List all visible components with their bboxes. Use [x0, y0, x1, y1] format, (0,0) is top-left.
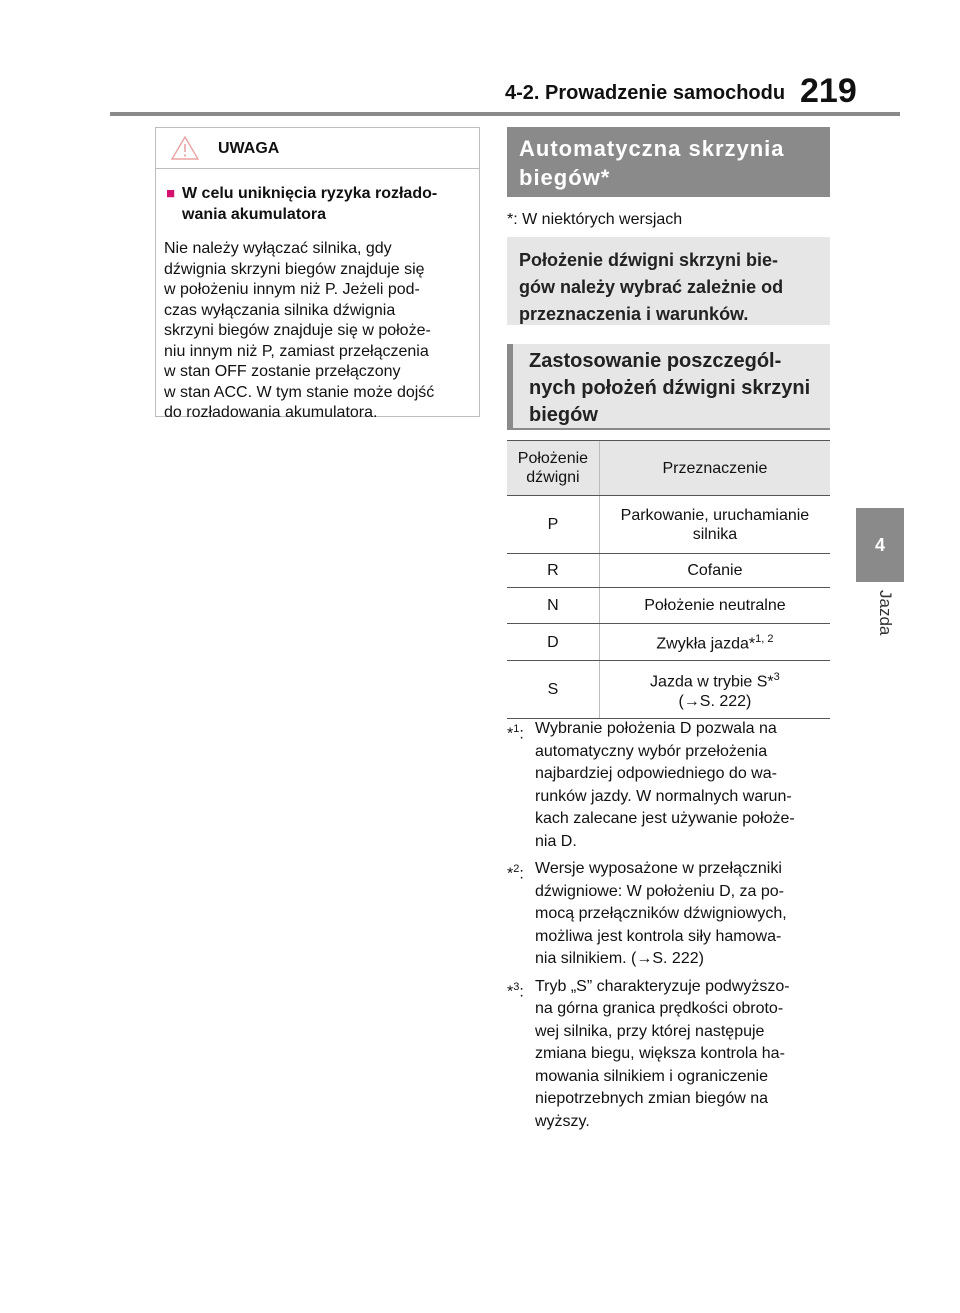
footnote-line: wyższy.: [535, 1112, 590, 1130]
footnote-line: zmiana biegu, większa kontrola ha-: [535, 1045, 785, 1062]
footnote-body: [535, 718, 795, 853]
purpose-line: silnika: [692, 525, 738, 543]
gear-position-table: [507, 440, 830, 719]
purpose-cell: Położenie neutralne: [599, 588, 830, 624]
header-rule: [110, 112, 900, 116]
caution-body-line: dźwignia skrzyni biegów znajduje się: [164, 260, 425, 278]
table-row: [507, 496, 830, 554]
footnote: [507, 976, 837, 1134]
page-number: 219: [800, 72, 857, 110]
subsection-title-line: nych położeń dźwigni skrzyni: [529, 377, 811, 399]
caution-subheading-line: W celu uniknięcia ryzyka rozłado-: [182, 185, 438, 202]
section-title-line: Automatyczna skrzynia: [519, 136, 785, 161]
subsection-title-line: Zastosowanie poszczegól-: [529, 350, 782, 372]
footnote-line: niepotrzebnych zmian biegów na: [535, 1090, 769, 1107]
purpose-cell: [599, 496, 830, 554]
footnote-line: na górna granica prędkości obroto-: [535, 1000, 784, 1017]
running-header-title: 4-2. Prowadzenie samochodu: [505, 82, 786, 104]
footnote-line: Wybranie położenia D pozwala na: [535, 720, 777, 737]
footnotes: [507, 718, 837, 1138]
footnote-line: automatyczny wybór przełożenia: [535, 742, 768, 760]
caution-box: [155, 127, 480, 421]
footnote-line: dźwigniowe: W położeniu D, za po-: [535, 882, 785, 900]
table-row: [507, 661, 830, 719]
footnote-mark: *$^3$:: [507, 980, 524, 1000]
subsection-title-line: biegów: [529, 404, 598, 426]
footnote-line: Wersje wyposażone w przełączniki: [535, 860, 782, 877]
position-cell: D: [507, 624, 599, 661]
summary-line: gów należy wybrać zależnie od: [519, 277, 784, 297]
footnote-mark: *$^2$:: [507, 863, 524, 883]
footnote-line: możliwa jest kontrola siły hamowa-: [535, 927, 782, 945]
table-row: [507, 624, 830, 661]
footnote: [507, 858, 837, 971]
warning-triangle-icon: [170, 135, 200, 161]
summary-line: Położenie dźwigni skrzyni bie-: [519, 250, 779, 270]
table-row: [507, 554, 830, 588]
table-row: [507, 588, 830, 624]
footnote-line: nia D.: [535, 832, 577, 850]
footnote: [507, 718, 837, 853]
caution-subheading-line: wania akumulatora: [182, 206, 327, 223]
caution-body-line: do rozładowania akumulatora.: [164, 404, 378, 421]
caution-body-line: w położeniu innym niż P. Jeżeli pod-: [164, 281, 420, 298]
purpose-cell: [599, 661, 830, 719]
caution-header: [156, 128, 479, 169]
footnote-line: mowania silnikiem i ograniczenie: [535, 1067, 768, 1085]
caution-title: UWAGA: [218, 140, 280, 157]
caution-body-line: czas wyłączania silnika dźwignia: [164, 301, 396, 319]
position-cell: R: [507, 554, 599, 588]
purpose-line: Parkowanie, uruchamianie: [620, 506, 810, 524]
position-cell: S: [507, 661, 599, 719]
caution-body-line: Nie należy wyłączać silnika, gdy: [164, 240, 392, 257]
caution-body-line: skrzyni biegów znajduje się w położe-: [164, 322, 431, 339]
footnote-line: kach zalecane jest używanie położe-: [535, 810, 795, 827]
caution-body-line: niu innym niż P, zamiast przełączenia: [164, 342, 429, 360]
footnote-mark: *$^1$:: [507, 723, 524, 743]
purpose-cell: [599, 624, 830, 661]
subsection-title: [507, 344, 830, 430]
position-cell: N: [507, 588, 599, 624]
page-reference-link[interactable]: (→S. 222): [678, 692, 752, 710]
footnote-line: wej silnika, przy której następuje: [535, 1022, 765, 1040]
caution-body-line: w stan OFF zostanie przełączony: [164, 363, 401, 380]
footnote-line: nia silnikiem. (→S. 222): [535, 950, 704, 967]
footnote-line: najbardziej odpowiedniego do wa-: [535, 765, 777, 782]
caution-subheading: [166, 183, 469, 225]
section-title: [507, 127, 830, 197]
footnote-line: mocą przełączników dźwigniowych,: [535, 905, 787, 922]
footnote-body: [535, 858, 787, 971]
version-note: *: W niektórych wersjach: [507, 211, 683, 228]
header-line: dźwigni: [526, 469, 580, 486]
purpose-text: Zwykła jazda*: [656, 635, 756, 653]
caution-body-line: w stan ACC. W tym stanie może dojść: [164, 383, 435, 401]
summary-box: [507, 237, 830, 325]
position-cell: P: [507, 496, 599, 554]
square-bullet-icon: ■: [166, 185, 176, 202]
footnote-line: runków jazdy. W normalnych warun-: [535, 787, 792, 805]
footnote-ref: 3: [773, 671, 780, 684]
footnote-line: Tryb „S” charakteryzuje podwyższo-: [535, 977, 790, 995]
footnote-body: [535, 976, 790, 1134]
purpose-cell: Cofanie: [599, 554, 830, 588]
chapter-tab: [856, 508, 904, 582]
section-title-line: biegów*: [519, 165, 611, 190]
header-line: Położenie: [517, 450, 589, 467]
chapter-label: Jazda: [876, 590, 895, 636]
table-header-row: [507, 441, 830, 496]
footnote-ref: 1, 2: [755, 633, 774, 646]
summary-line: przeznaczenia i warunków.: [519, 304, 749, 324]
purpose-text: Jazda w trybie S*: [650, 673, 774, 691]
column-header-purpose: Przeznaczenie: [599, 441, 830, 496]
column-header-position: [507, 441, 599, 496]
chapter-number: 4: [874, 534, 885, 555]
caution-body: [164, 239, 469, 424]
